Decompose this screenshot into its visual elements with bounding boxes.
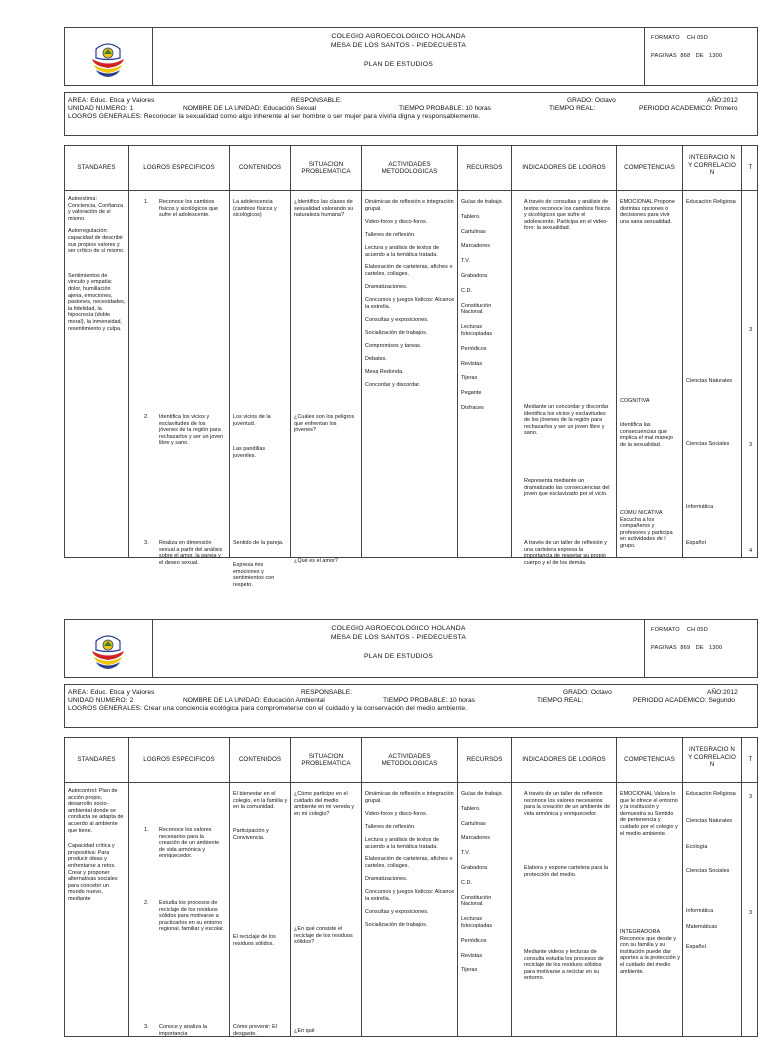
periodo-academico: PERIODO ACADEMICO: Primero [639,105,738,112]
responsable: RESPONSABLE: [301,689,352,696]
actividad-item: Concursos y juegos lúdicos: Alcance la estrella. [365,297,455,311]
header-titles [153,625,644,662]
indicador-item: Mediante videos y lecturas de consulta estudia los procesos de reciclaje de los residuos sólidos para motivarse a reciclar en su entorno. [524,949,604,982]
format-label: FORMATO [651,35,680,41]
anio: AÑO:2012 [707,689,738,696]
total-pages: 1300 [709,645,723,651]
competencia-item: EMOCIONAL Propone distintas opciones o decisiones para vivir una sana sexualidad. [620,199,675,225]
school-name: COLEGIO AGROECOLOGICO HOLANDA [331,625,466,632]
plan-table [64,737,758,1037]
format-row [651,627,708,633]
hours-value: 3 [749,442,753,448]
recurso-item: Disfraces [461,404,484,411]
col-situacion: SITUACION PROBLEMATICA [301,752,351,767]
recurso-item: Lecturas fotocopiadas [461,916,493,929]
logro-text: Reconoce los cambios físicos y sicológicos que sufre el adolescente. [159,199,219,219]
document-header [64,619,758,678]
logro-text: Reconoce los valores necesarios para la creación de un ambiente de vida armónica y enriquecedor. [159,827,220,860]
area: AREA: Educ. Etica y Valores [68,689,155,696]
standares-cell [68,788,126,909]
actividad-item: Consultas y exposiciones. [365,908,429,915]
integracion-item: Español [686,540,706,546]
actividad-item: Dramatizaciones. [365,284,408,291]
indicador-item: A través de consultas y análisis de textos reconoce los cambios físicos y sicológicos que sufre el adolescente. Participa en el video-foro: la sexualidad. [524,199,611,232]
col-actividades: ACTIVIDADES METODOLOGICAS [381,752,438,767]
actividad-item: Dramatizaciones. [365,876,408,883]
recurso-item: Grabadora [461,864,488,871]
recurso-item: Revistas [461,952,483,959]
contenido-item: La adolescencia (cambios físicos y sicológicos) [233,199,277,219]
contenido-item: Las pandillas juveniles. [233,446,266,459]
hours-value: 4 [749,548,753,554]
page-number: 869 [680,645,691,651]
grado: GRADO: Octavo [567,97,616,104]
integracion-item: Ecología [686,844,708,850]
recurso-item: Cartulinas [461,820,486,827]
header-titles [153,33,644,70]
col-competencias: COMPETENCIAS [624,756,675,764]
situacion-item: ¿En qué consiste el reciclaje de los residuos sólidos? [294,926,353,946]
recurso-item: Constitución Nacional. [461,894,492,908]
integracion-item: Ciencias Sociales [686,868,730,874]
recurso-item: Guías de trabajo. [461,791,504,797]
integracion-item: Informática [686,908,714,914]
recurso-item: Cartulinas [461,228,486,235]
logro-text: Estudia los procesos de reciclaje de los residuos sólidos para motivarse a practicarlos en su entorno regional, familiar y escolar. [159,900,225,933]
recursos-cell [461,791,509,982]
contenido-item: Cómo prevenir: El desgaste. [233,1024,277,1037]
standar-item: Autorregulación: capacidad de describir sus propios valores y ser crítico de sí mismo. [68,228,125,255]
format-box [644,620,757,677]
actividad-item: Consultas y exposiciones. [365,316,429,323]
situacion-item: ¿Cuáles son los peligros que enfrentan los jóvenes? [294,414,355,434]
col-integracion: INTEGRACIO N Y CORRELACIO N [688,154,736,176]
plan-page-1 [64,27,758,588]
plan-page-2 [64,619,758,1037]
school-location: MESA DE LOS SANTOS - PIEDECUESTA [330,633,467,641]
recurso-item: T.V. [461,850,470,857]
page-number: 868 [680,53,691,59]
tiempo-real: TIEMPO REAL: [549,105,596,112]
logro-number: 3. [144,1024,149,1030]
situacion-item: ¿Cómo participo en el cuidado del medio ambiente en mi vereda y en mi colegio? [294,791,355,817]
situacion-item: ¿Qué es el amor? [294,558,338,564]
col-contenidos: CONTENIDOS [238,164,282,172]
standar-item: Autocontrol: Plan de acción propio, desarrollo socio-ambiental donde se conducta se adapta de acuerdo al ambiente que tiene. [68,788,124,834]
actividad-item: Talleres de reflexión. [365,231,416,238]
logro-number: 2. [144,900,149,906]
actividad-item: Socialización de trabajos. [365,329,428,336]
recurso-item: Tablero. [461,213,481,220]
tiempo-probable: TIEMPO PROBABLE: 10 horas [399,105,491,112]
unidad-numero: UNIDAD NUMERO: 2 [68,697,134,704]
col-logros: LOGROS ESPECIFICOS [143,164,215,172]
actividad-item: Elaboración de carteleras, afiches o carteles, collages. [365,856,453,870]
actividad-item: Dinámicas de reflexión e integración grupal. [365,199,454,212]
actividad-item: Concordar y discordar. [365,381,421,388]
integracion-item: Ciencias Naturales [686,378,733,384]
area: AREA: Educ. Etica y Valores [68,97,155,104]
recurso-item: Tijeras [461,375,478,382]
pages-row [651,645,722,651]
col-indicadores: INDICADORES DE LOGROS [522,164,606,172]
integracion-item: Educación Religiosa [686,199,736,205]
actividad-item: Compromisos y tareas. [365,342,422,349]
grado: GRADO: Octavo [563,689,612,696]
document-header [64,27,758,86]
pages-label: PAGINAS [651,53,677,59]
recurso-item: Periódicos [461,937,487,944]
integracion-item: Informática [686,504,714,510]
indicador-item: Elabora y expone cartelera para la protección del medio. [524,865,609,878]
contenido-item: El bienestar en el colegio, en la familia y en la comunidad. [233,791,288,811]
recurso-item: Tablero. [461,805,481,812]
recurso-item: Lecturas fotocopiadas [461,324,493,337]
logro-number: 3. [144,540,149,546]
logro-number: 2. [144,414,149,420]
competencia-item: COMU NICATIVA Escucha a los compañeros y profesores y participa en actividades de l grupo. [620,510,673,549]
plan-table [64,145,758,588]
hours-value: 3 [749,794,753,800]
tiempo-real: TIEMPO REAL: [537,697,584,704]
integracion-item: Ciencias Naturales [686,818,733,824]
col-logros: LOGROS ESPECIFICOS [143,756,215,764]
situacion-item: ¿En qué [294,1028,315,1034]
col-standares: STANDARES [77,164,116,172]
col-indicadores: INDICADORES DE LOGROS [522,756,606,764]
col-integracion: INTEGRACIO N Y CORRELACIO N [688,746,736,768]
unit-info [64,684,758,728]
recurso-item: Marcadores [461,835,490,842]
format-label: FORMATO [651,627,680,633]
col-recursos: RECURSOS [466,164,503,172]
unidad-numero: UNIDAD NUMERO: 1 [68,105,134,112]
logro-text: Identifica los vicios y esclavitudes de los jóvenes de la región para rechazarlos y ser un joven libre y sano. [159,414,224,447]
format-code: CH 05D [686,35,708,41]
logro-text: Realiza en dimensión sexual a partir del análisis sobre el amor, la pareja y el deseo sexual. [159,540,223,566]
col-recursos: RECURSOS [466,756,503,764]
document-title: PLAN DE ESTUDIOS [364,61,433,68]
logro-text: Conoce y analiza la importancia [159,1024,207,1037]
contenido-item: Expresa mis emociones y sentimientos con respeto. [233,562,275,588]
unit-info [64,92,758,136]
of-label: DE [695,53,704,59]
school-logo [65,28,153,85]
contenido-item: El reciclaje de los residuos sólidos. [233,934,276,947]
actividades-cell [365,199,455,394]
nombre-unidad: NOMBRE DE LA UNIDAD: Educación Ambiental [183,697,325,704]
actividad-item: Mesa Redonda. [365,368,404,375]
recursos-cell [461,199,509,420]
integracion-item: Educación Religiosa [686,791,736,797]
recurso-item: Guías de trabajo. [461,199,504,205]
indicador-item: Mediante un concordar y discordar identifica los vicios y esclavitudes de los jóvenes de la región para rechazarlos y ser un joven libre y sano. [524,404,609,437]
col-competencias: COMPETENCIAS [624,164,675,172]
pages-row [651,53,722,59]
actividad-item: Socialización de trabajos. [365,921,428,928]
document-title: PLAN DE ESTUDIOS [364,653,433,660]
recurso-item: Tijeras [461,967,478,974]
recurso-item: Pegante [461,390,482,397]
hours-value: 3 [749,327,753,333]
school-logo [65,620,153,677]
actividad-item: Debates. [365,355,387,362]
format-code: CH 05D [686,627,708,633]
col-t: T [748,756,753,764]
recurso-item: Grabadora [461,272,488,279]
logro-number: 1. [144,199,149,205]
integracion-item: Matemáticas [686,924,718,930]
actividad-item: Talleres de reflexión. [365,823,416,830]
actividades-cell [365,791,455,935]
recurso-item: C.D. [461,287,472,294]
col-contenidos: CONTENIDOS [238,756,282,764]
recurso-item: Constitución Nacional. [461,302,492,316]
logros-generales: LOGROS GENERALES: Reconocer la sexualidad como algo inherente al ser hombre o ser mujer para vivirla digna y responsablemente. [68,113,481,120]
recurso-item: Periódicos [461,345,487,352]
competencia-item: COGNITIVA [620,398,650,404]
situacion-item: ¿Identifico las clases de sexualidad valorando su naturaleza humana? [294,199,354,219]
actividad-item: Dinámicas de reflexión e integración grupal. [365,791,454,804]
contenido-item: Participación y Convivencia. [233,828,269,841]
tiempo-probable: TIEMPO PROBABLE: 10 horas [383,697,475,704]
actividad-item: Concursos y juegos lúdicos: Alcance la estrella. [365,889,455,903]
standar-item: Sentimientos de vinculo y empatía: dolor, humillación ajena, emociones, pasiones, necesidades, la fidelidad, la hipocresía (doble moral), la inmensidad, resentimiento y culpa. [68,272,126,332]
competencia-item: Identifica las consecuencias que implica el mal manejo de la sexualidad. [620,422,673,448]
nombre-unidad: NOMBRE DE LA UNIDAD: Educación Sexual [183,105,317,112]
hours-value: 3 [749,910,753,916]
recurso-item: Marcadores [461,243,490,250]
recurso-item: C.D. [461,879,472,886]
pages-label: PAGINAS [651,645,677,651]
recurso-item: T.V. [461,258,470,265]
indicador-item: A través de un taller de reflexión reconoce los valores necesarios para la creación de un ambiente de vida armónica y enriquecedor. [524,791,611,817]
integracion-item: Ciencias Sociales [686,441,730,447]
actividad-item: Elaboración de carteleras, afiches o carteles, collages. [365,264,453,278]
actividad-item: Video-foros y disco-foros. [365,218,428,225]
integracion-item: Español [686,944,706,950]
school-name: COLEGIO AGROECOLOGICO HOLANDA [331,33,466,40]
of-label: DE [695,645,704,651]
logros-generales: LOGROS GENERALES: Crear una conciencia ecológica para comprometerse con el cuidado y la conservación del medio ambiente. [68,705,468,712]
col-t: T [748,164,753,172]
school-location: MESA DE LOS SANTOS - PIEDECUESTA [330,41,467,49]
competencia-item: EMOCIONAL Valora lo que le ofrece el entorno y la institución y demuestra su Sentido de pertenencia y cuidado por el colegio y el medio ambiente. [620,791,678,837]
format-box [644,28,757,85]
standar-item: Autoestima: Conciencia, Confianza y valoración de sí mismo. [68,196,123,222]
actividad-item: Lectura y análisis de textos de acuerdo a la temática tratada. [365,836,440,850]
logro-number: 1. [144,827,149,833]
col-standares: STANDARES [77,756,116,764]
actividad-item: Lectura y análisis de textos de acuerdo a la temática tratada. [365,244,440,258]
indicador-item: Representa mediante un dramatizado las consecuencias del joven que esclavizado por el vicio. [524,478,610,498]
recurso-item: Revistas [461,360,483,367]
competencia-item: INTEGRADORA Reconoce que desde y con su familia y su institución puede dar aportes a la protección y el cuidado del medio ambiente. [620,929,680,975]
periodo-academico: PERIODO ACADEMICO: Segundo [633,697,735,704]
format-row [651,35,708,41]
contenido-item: Sentido de la pareja. [233,540,284,546]
indicador-item: A través de un taller de reflexión y una cartelera expresa la importancia de respetar su propio cuerpo y el de los demás. [524,540,608,566]
standares-cell [68,196,126,338]
standar-item: Capacidad crítica y propositiva: Para producir ideas y enfrentarse a retos. Crear y proponer alternativas sociales para concebir un mundo nuevo, mediante [68,843,118,902]
anio: AÑO:2012 [707,97,738,104]
contenido-item: Los vicios de la juventud. [233,414,271,427]
total-pages: 1300 [709,53,723,59]
col-actividades: ACTIVIDADES METODOLOGICAS [381,160,438,175]
responsable: RESPONSABLE: [291,97,342,104]
col-situacion: SITUACION PROBLEMATICA [301,160,351,175]
actividad-item: Video-foros y disco-foros. [365,810,428,817]
